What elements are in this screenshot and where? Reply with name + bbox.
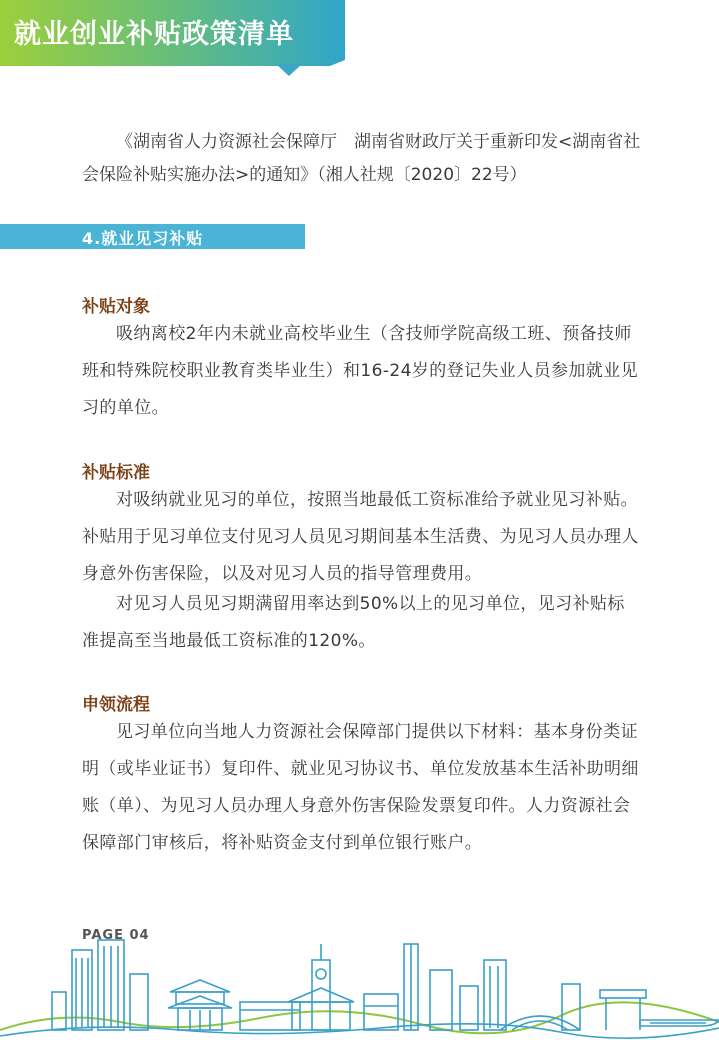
section-title: 4.就业见习补贴 [82, 229, 204, 248]
subsidy-standard-paragraph-1: 对吸纳就业见习的单位，按照当地最低工资标准给予就业见习补贴。补贴用于见习单位支付见习人员见习期间基本生活费、为见习人员办理人身意外伤害保险，以及对见习人员的指导管理费用。 [82, 490, 639, 584]
page-title: 就业创业补贴政策清单 [14, 19, 294, 50]
page-number: PAGE 04 [82, 928, 150, 943]
subsidy-standard-heading: 补贴标准 [82, 463, 150, 483]
subsidy-target-paragraph: 吸纳离校2年内未就业高校毕业生（含技师学院高级工班、预备技师班和特殊院校职业教育类毕业生）和16-24岁的登记失业人员参加就业见习的单位。 [82, 324, 638, 418]
subsidy-standard-paragraph-2: 对见习人员见习期满留用率达到50%以上的见习单位，见习补贴标准提高至当地最低工资标准的120%。 [82, 594, 625, 651]
city-skyline-illustration [0, 930, 719, 1040]
application-process-paragraph: 见习单位向当地人力资源社会保障部门提供以下材料：基本身份类证明（或毕业证书）复印件、就业见习协议书、单位发放基本生活补助明细账（单）、为见习人员办理人身意外伤害保险发票复印件。人力资源社会保障部门审核后，将补贴资金支付到单位银行账户。 [82, 722, 639, 853]
application-process-heading: 申领流程 [82, 695, 150, 715]
subsidy-target-heading: 补贴对象 [82, 297, 150, 317]
policy-notice: 《湖南省人力资源社会保障厅 湖南省财政厅关于重新印发<湖南省社会保险补贴实施办法>的通知》（湘人社规〔2020〕22号） [82, 132, 641, 185]
banner-notch [276, 64, 302, 76]
